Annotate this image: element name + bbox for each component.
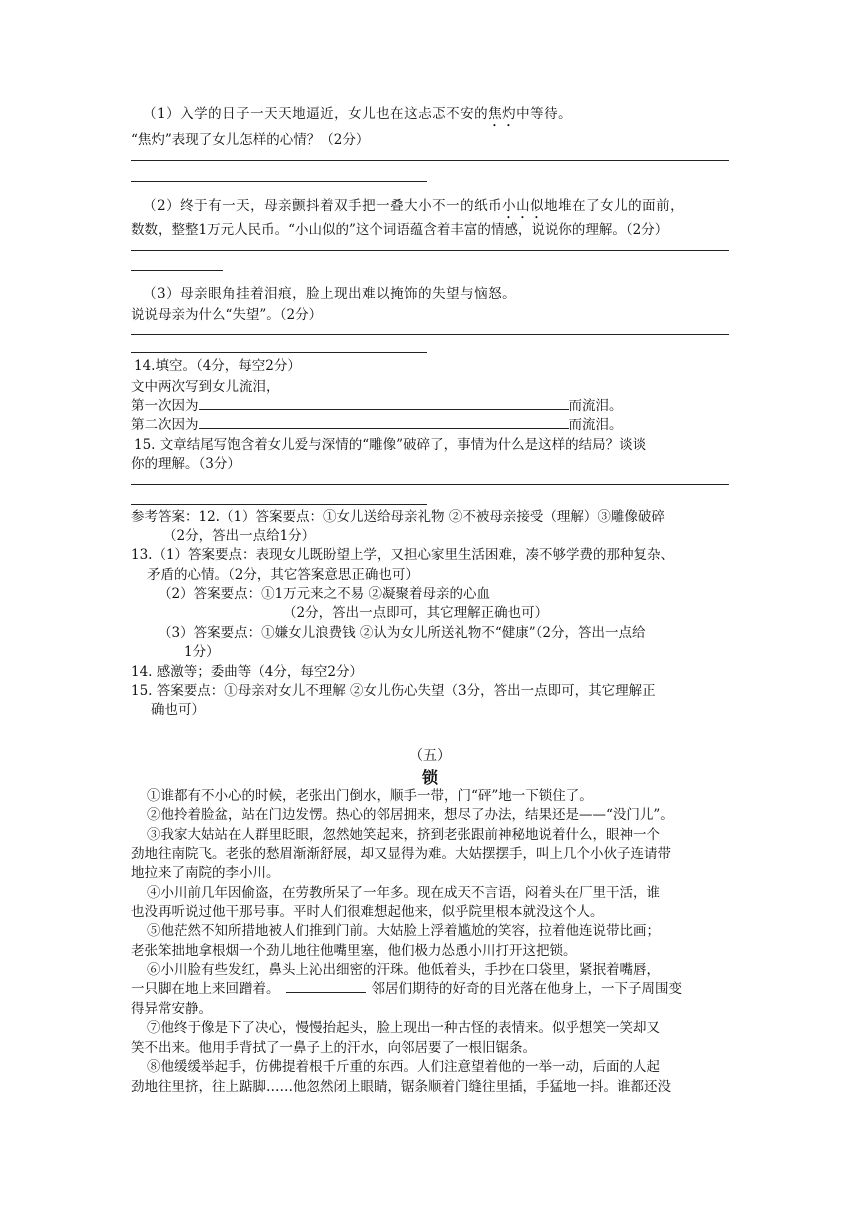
- answer-line-text: （2分，答出一点给1分）: [163, 528, 316, 544]
- story-paragraph-line: ⑧他缓缓举起手，仿佛提着根千斤重的东西。人们注意望着他的一举一动，后面的人起: [147, 1059, 660, 1075]
- story-paragraph-line: 地拉来了南院的李小川。: [131, 865, 280, 881]
- answer-line-text: 15. 答案要点：①母亲对女儿不理解 ②女儿伤心失望（3分，答出一点即可，其它理解正: [131, 683, 656, 699]
- answer-line-text: 参考答案：12.（1）答案要点：①女儿送给母亲礼物 ②不被母亲接受（理解）③雕像破碎: [131, 509, 665, 525]
- answer-line[interactable]: [131, 484, 729, 485]
- q13-part2-question: 数数，整整1万元人民币。“小山似的”这个词语蕴含着丰富的情感，说说你的理解。（2分）: [131, 222, 669, 238]
- answer-line-text: 14. 感激等；委曲等（4分，每空2分）: [131, 664, 363, 680]
- q13-part1-line: [143, 105, 572, 130]
- story-paragraph-line: [131, 980, 682, 998]
- story-paragraph-line: ④小川前几年因偷盗，在劳教所呆了一年多。现在成天不言语，闷着头在厂里干活，谁: [147, 885, 660, 901]
- answer-line-text: （2）答案要点：①1万元来之不易 ②凝聚着母亲的心血: [158, 586, 490, 602]
- q13-part1-question: “焦灼”表现了女儿怎样的心情？（2分）: [131, 132, 370, 148]
- q13-part2-line: [143, 197, 684, 222]
- q14-second-end: 而流泪。: [568, 417, 623, 433]
- answer-line[interactable]: [131, 270, 223, 271]
- q14-second-label: 第二次因为: [131, 417, 199, 433]
- q13-part1-text: （1）入学的日子一天天地逼近，女儿也在这忐忑不安的: [143, 106, 489, 122]
- q13-part3-question: 说说母亲为什么“失望”。（2分）: [131, 307, 323, 323]
- answer-line[interactable]: [131, 181, 427, 182]
- q15-question-line1: 15. 文章结尾写饱含着女儿爱与深情的“雕像”破碎了，事情为什么是这样的结局？谈谈: [134, 437, 647, 453]
- answer-line[interactable]: [131, 352, 427, 353]
- q14-first-label: 第一次因为: [131, 398, 199, 414]
- story-paragraph-line: 劲地往南院飞。老张的愁眉渐渐舒展，却又显得为难。大姑摆摆手，叫上几个小伙子连请带: [131, 846, 671, 862]
- q14-first-line: [131, 397, 623, 415]
- q14-first-end: 而流泪。: [568, 398, 623, 414]
- section-number: （五）: [409, 748, 451, 764]
- story-paragraph-line: ⑤他茫然不知所措地被人们推到门前。大姑脸上浮着尴尬的笑容，拉着他连说带比画；: [147, 923, 660, 939]
- answer-line-text: 13.（1）答案要点：表现女儿既盼望上学，又担心家里生活困难，凑不够学费的那种复杂、: [131, 547, 675, 563]
- q15-question-line2: 你的理解。（3分）: [131, 456, 241, 472]
- story-text: 一只脚在地上来回蹭着。: [131, 981, 280, 997]
- story-paragraph-line: 老张笨拙地拿根烟一个劲儿地往他嘴里塞，他们极力怂恿小川打开这把锁。: [131, 943, 577, 959]
- story-paragraph-line: 得异常安静。: [131, 1001, 212, 1017]
- answer-line[interactable]: [131, 250, 729, 251]
- q13-part2-text: （2）终于有一天，母亲颤抖着双手把一叠大小不一的纸币: [143, 198, 503, 214]
- story-paragraph-line: ②他拎着脸盆，站在门边发愣。热心的邻居拥来，想尽了办法，结果还是——“没门儿”。: [147, 807, 674, 823]
- q13-part1-dotted-word: 焦灼: [488, 106, 517, 122]
- q14-second-blank[interactable]: [199, 416, 569, 429]
- story-paragraph-line: ①谁都有不小心的时候，老张出门倒水，顺手一带，门“砰”地一下锁住了。: [147, 788, 593, 804]
- story-paragraph-line: 也没再听说过他干那号事。平时人们很难想起他来，似乎院里根本就没这个人。: [131, 904, 604, 920]
- q14-intro: 文中两次写到女儿流泪，: [131, 379, 280, 395]
- answer-line-text: 确也可）: [151, 702, 205, 718]
- q14-first-blank[interactable]: [199, 397, 569, 410]
- q14-second-line: [131, 416, 623, 434]
- story-paragraph-line: 劲地往里挤，往上踮脚……他忽然闭上眼睛，锯条顺着门缝往里插，手猛地一抖。谁都还没: [131, 1079, 671, 1095]
- q13-part3-line: （3）母亲眼角挂着泪痕，脸上现出难以掩饰的失望与恼怒。: [143, 286, 517, 302]
- q13-part2-text-end: 地堆在了女儿的面前，: [544, 198, 685, 214]
- answer-line[interactable]: [131, 160, 729, 161]
- answer-line-text: 矛盾的心情。（2分，其它答案意思正确也可）: [147, 567, 419, 583]
- answer-line-text: （3）答案要点：①嫌女儿浪费钱 ②认为女儿所送礼物不“健康”（2分，答出一点给: [158, 625, 646, 641]
- answer-line[interactable]: [131, 504, 427, 505]
- section-title: 锁: [421, 768, 438, 787]
- q13-part1-text-end: 中等待。: [516, 106, 573, 122]
- q13-part2-dotted-word: 小山似: [502, 198, 545, 214]
- story-text: 邻居们期待的好奇的目光落在他身上，一下子周围变: [371, 981, 682, 997]
- story-paragraph-line: ⑦他终于像是下了决心，慢慢抬起头，脸上现出一种古怪的表情来。似乎想笑一笑却又: [147, 1020, 660, 1036]
- story-paragraph-line: ③我家大姑站在人群里眨眼，忽然她笑起来，挤到老张跟前神秘地说着什么，眼神一个: [147, 827, 660, 843]
- answer-line-text: （2分，答出一点即可，其它理解正确也可）: [283, 605, 549, 621]
- q14-title: 14.填空。（4分，每空2分）: [134, 358, 301, 374]
- story-paragraph-line: ⑥小川脸有些发红，鼻头上沁出细密的汗珠。他低着头，手抄在口袋里，紧抿着嘴唇，: [147, 962, 660, 978]
- story-blank[interactable]: [286, 980, 366, 993]
- story-paragraph-line: 笑不出来。他用手背拭了一鼻子上的汗水，向邻居要了一根旧锯条。: [131, 1040, 536, 1056]
- answer-line[interactable]: [131, 334, 729, 335]
- answer-line-text: 1分）: [184, 644, 220, 660]
